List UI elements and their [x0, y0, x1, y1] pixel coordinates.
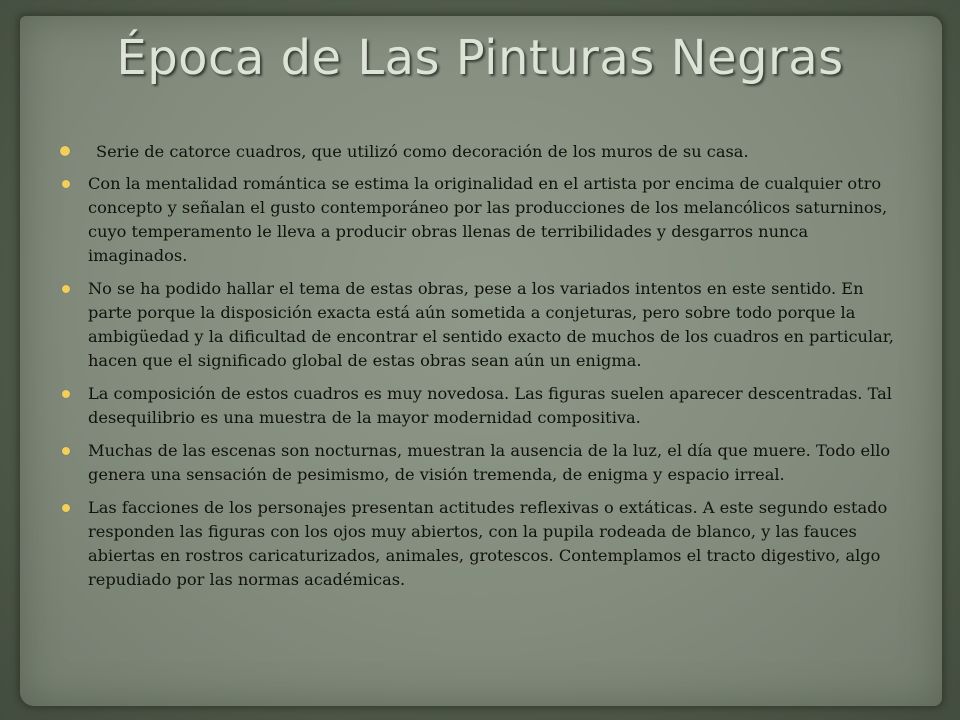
bullet-dot-icon	[62, 285, 70, 293]
bullet-text: La composición de estos cuadros es muy novedosa. Las figuras suelen aparecer descentradas. Tal desequilibrio es una muestra de la mayor modernidad compositiva.	[88, 384, 892, 427]
bullet-text: Serie de catorce cuadros, que utilizó como decoración de los muros de su casa.	[96, 142, 749, 161]
list-item	[60, 277, 910, 373]
list-item	[60, 496, 910, 592]
bullet-dot-icon	[62, 390, 70, 398]
bullet-dot-icon	[62, 180, 70, 188]
list-item	[60, 172, 910, 268]
list-item	[60, 439, 910, 487]
list-item	[60, 382, 910, 430]
bullet-dot-icon	[62, 447, 70, 455]
bullet-dot-icon	[62, 504, 70, 512]
bullet-text: Con la mentalidad romántica se estima la originalidad en el artista por encima de cualquier otro concepto y señalan el gusto contemporáneo por las producciones de los melancólicos saturninos, cuyo temperamento le lleva a producir obras llenas de terribilidades y desgarros nunca imaginados.	[88, 174, 888, 265]
bullet-list	[60, 140, 910, 601]
bullet-dot-icon	[60, 146, 70, 156]
list-item	[60, 140, 910, 164]
bullet-text: Muchas de las escenas son nocturnas, muestran la ausencia de la luz, el día que muere. Todo ello genera una sensación de pesimismo, de visión tremenda, de enigma y espacio irreal.	[88, 441, 891, 484]
bullet-text: Las facciones de los personajes presentan actitudes reflexivas o extáticas. A este segundo estado responden las figuras con los ojos muy abiertos, con la pupila rodeada de blanco, y las fauces abiertas en rostros caricaturizados, animales, grotescos. Contemplamos el tracto digestivo, algo repudiado por las normas académicas.	[88, 498, 888, 589]
bullet-text: No se ha podido hallar el tema de estas obras, pese a los variados intentos en este sentido. En parte porque la disposición exacta está aún sometida a conjeturas, pero sobre todo porque la ambigüedad y la dificultad de encontrar el sentido exacto de muchos de los cuadros en particular, hacen que el significado global de estas obras sean aún un enigma.	[88, 279, 894, 370]
slide-title: Época de Las Pinturas Negras	[116, 30, 844, 86]
